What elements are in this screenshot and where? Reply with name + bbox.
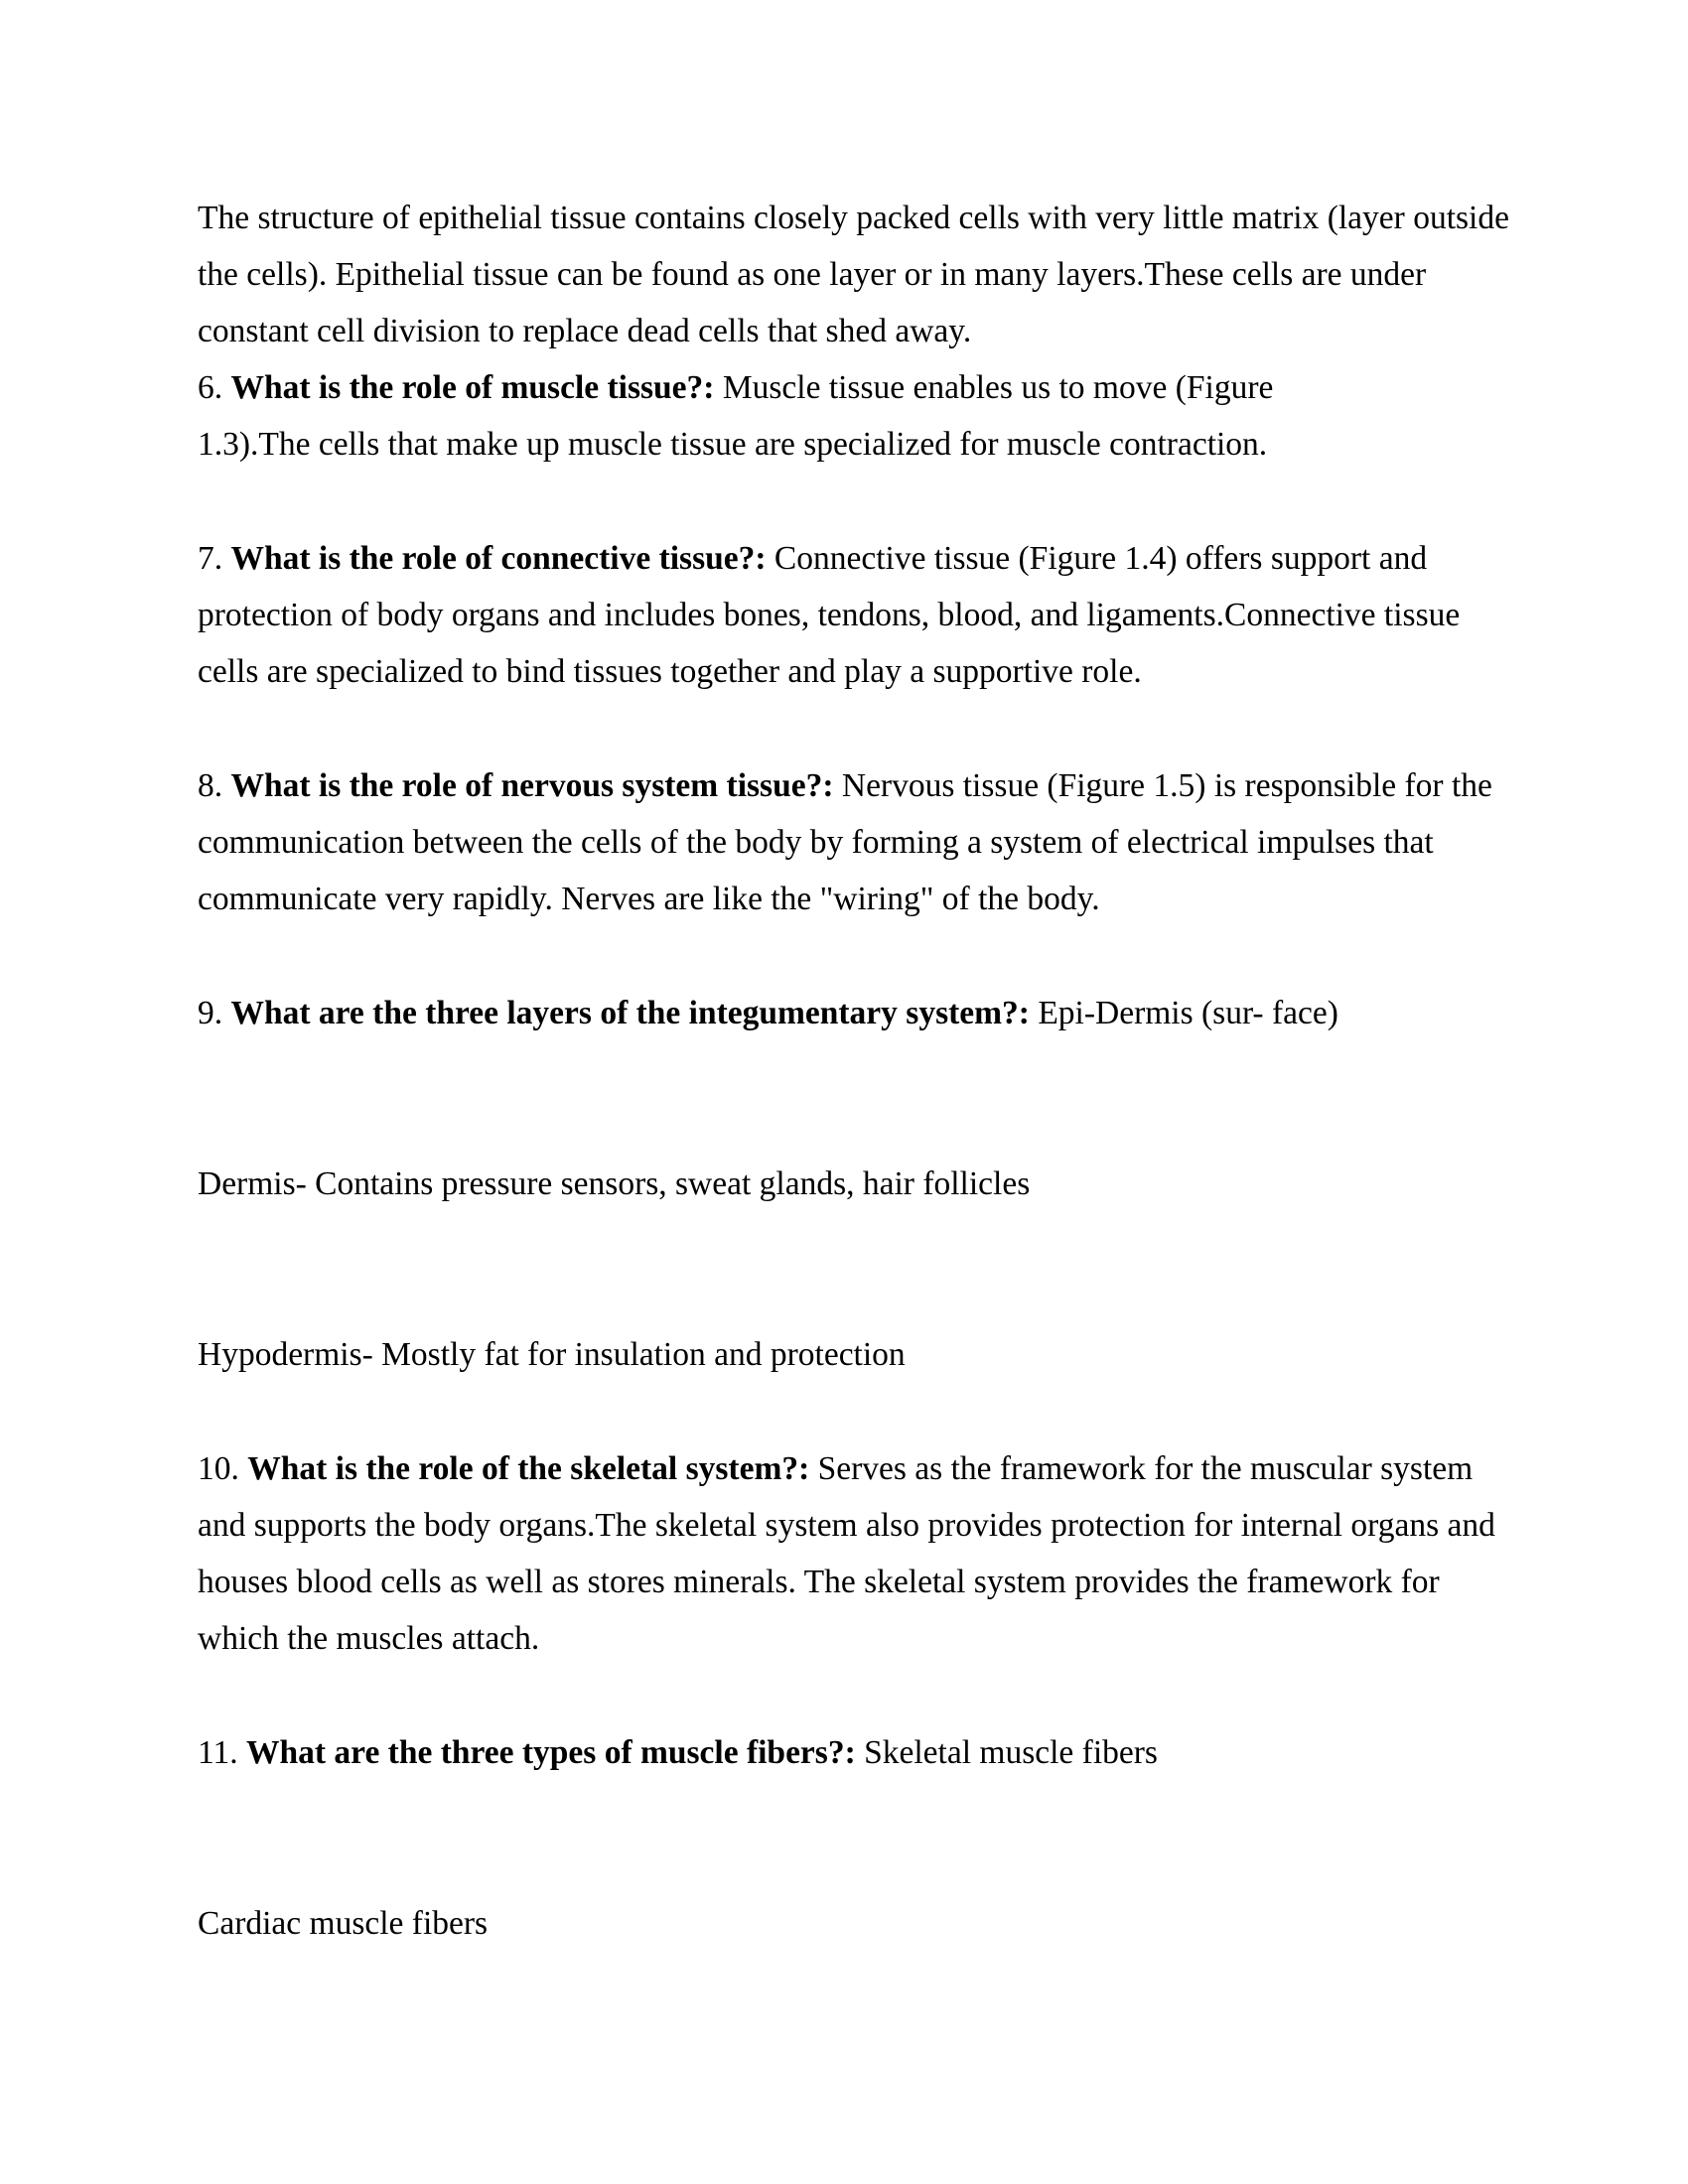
q10-answer-part-1: Serves as the framework for the muscular system bbox=[809, 1450, 1474, 1487]
q9-dermis: Dermis- Contains pressure sensors, sweat glands, hair follicles bbox=[198, 1165, 1031, 1202]
q8-line-2: communication between the cells of the body by forming a system of electrical impulses that bbox=[198, 824, 1434, 861]
q7-line-1 bbox=[198, 539, 1508, 579]
q7-line-3: cells are specialized to bind tissues together and play a supportive role. bbox=[198, 653, 1142, 690]
q7-answer-part-1: Connective tissue (Figure 1.4) offers support and bbox=[766, 540, 1428, 577]
q9-line-1 bbox=[198, 994, 1508, 1033]
q8-question: What is the role of nervous system tissue?: bbox=[230, 767, 834, 804]
q9-question: What are the three layers of the integumentary system?: bbox=[230, 995, 1030, 1031]
q11-answer-skeletal: Skeletal muscle fibers bbox=[855, 1734, 1158, 1771]
q7-question: What is the role of connective tissue?: bbox=[230, 540, 767, 577]
q7-line-2: protection of body organs and includes bones, tendons, blood, and ligaments.Connective tissue bbox=[198, 597, 1461, 633]
q6-answer-part-1: Muscle tissue enables us to move (Figure bbox=[714, 369, 1274, 406]
epithelial-line-3: constant cell division to replace dead cells that shed away. bbox=[198, 313, 972, 349]
q8-number: 8. bbox=[198, 767, 231, 804]
q9-hypodermis: Hypodermis- Mostly fat for insulation and protection bbox=[198, 1336, 906, 1373]
q8-line-1 bbox=[198, 766, 1508, 806]
q6-line-1 bbox=[198, 368, 1508, 408]
q11-line-1 bbox=[198, 1733, 1508, 1773]
q7-number: 7. bbox=[198, 540, 231, 577]
epithelial-line-2: the cells). Epithelial tissue can be found as one layer or in many layers.These cells are under bbox=[198, 256, 1427, 293]
q9-number: 9. bbox=[198, 995, 231, 1031]
q9-answer-epidermis: Epi-Dermis (sur- face) bbox=[1029, 995, 1338, 1031]
q11-cardiac: Cardiac muscle fibers bbox=[198, 1905, 489, 1942]
q10-number: 10. bbox=[198, 1450, 248, 1487]
q6-number: 6. bbox=[198, 369, 231, 406]
q6-line-2: 1.3).The cells that make up muscle tissue are specialized for muscle contraction. bbox=[198, 426, 1268, 463]
q11-question: What are the three types of muscle fibers?: bbox=[246, 1734, 856, 1771]
q10-line-1 bbox=[198, 1449, 1508, 1489]
q8-answer-part-1: Nervous tissue (Figure 1.5) is responsible for the bbox=[833, 767, 1492, 804]
epithelial-line-1: The structure of epithelial tissue contains closely packed cells with very little matrix (layer outside bbox=[198, 200, 1509, 236]
q8-line-3: communicate very rapidly. Nerves are like the "wiring" of the body. bbox=[198, 881, 1100, 917]
q6-question: What is the role of muscle tissue?: bbox=[230, 369, 715, 406]
q10-line-3: houses blood cells as well as stores minerals. The skeletal system provides the framework for bbox=[198, 1564, 1440, 1600]
q11-number: 11. bbox=[198, 1734, 247, 1771]
q10-line-4: which the muscles attach. bbox=[198, 1620, 540, 1657]
q10-question: What is the role of the skeletal system?: bbox=[247, 1450, 810, 1487]
q10-line-2: and supports the body organs.The skeletal system also provides protection for internal organs and bbox=[198, 1507, 1495, 1544]
